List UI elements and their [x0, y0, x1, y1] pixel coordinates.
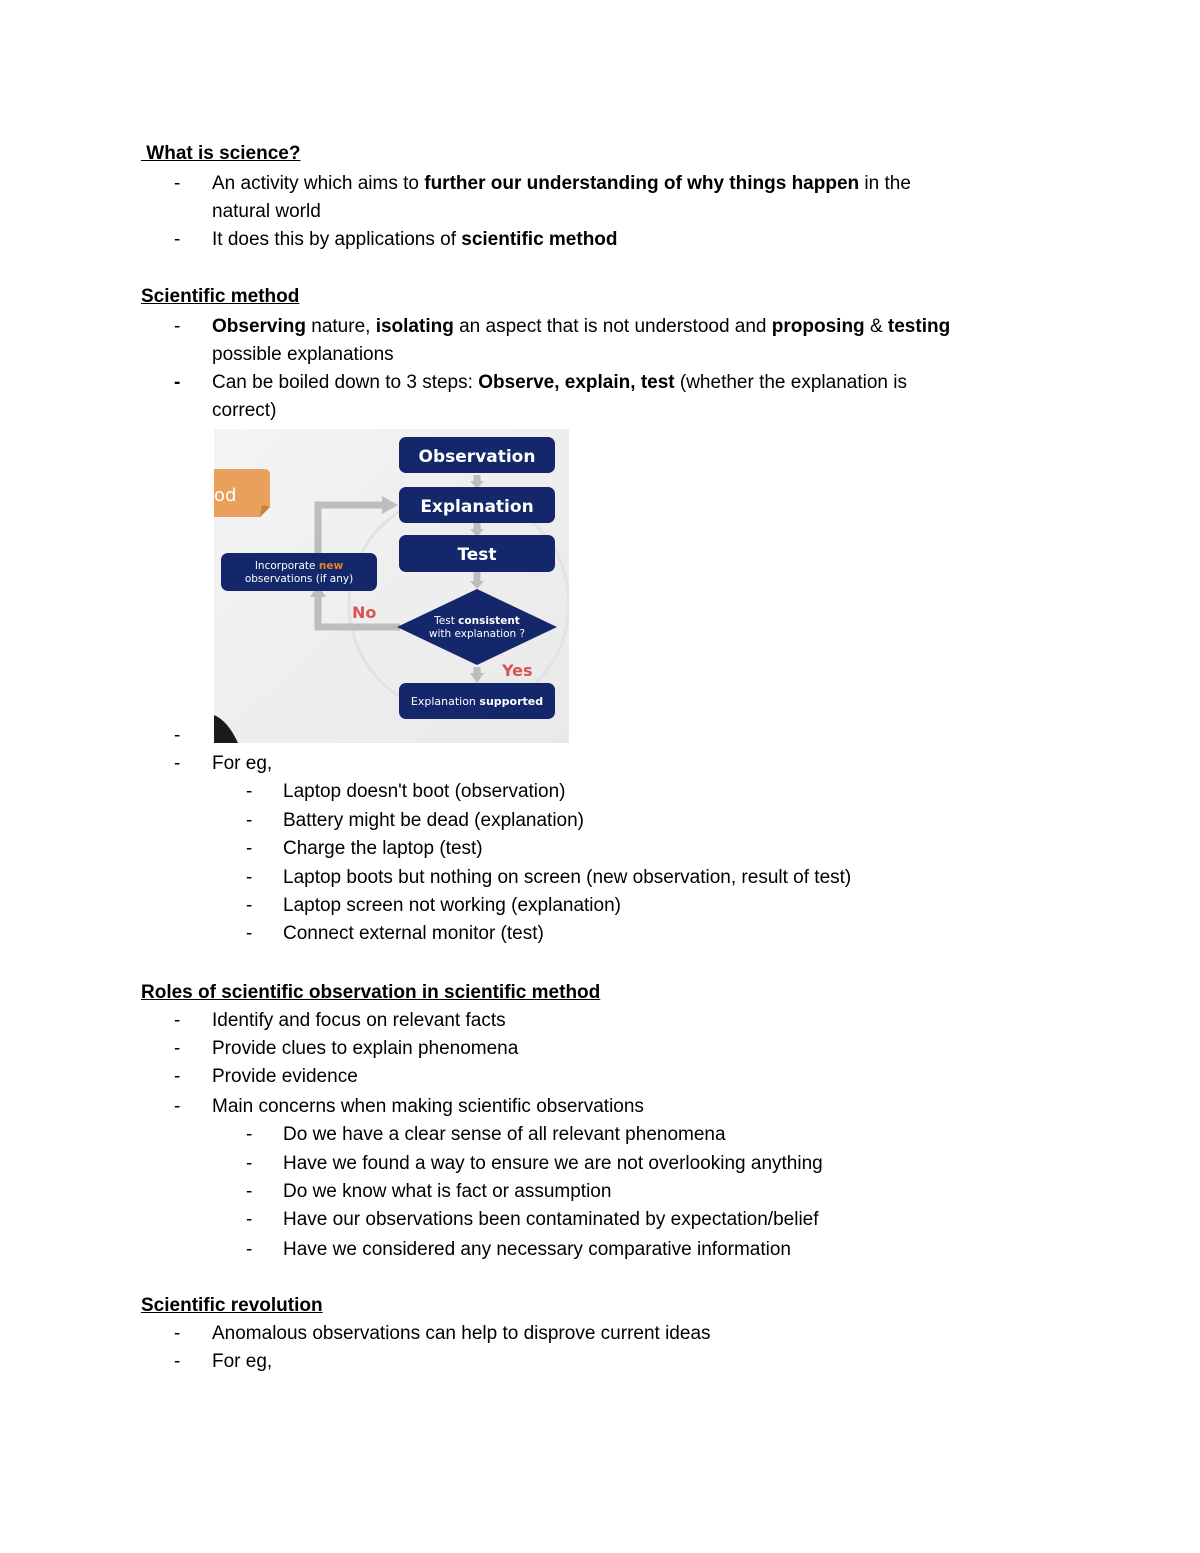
sub-bullet-dash: -: [246, 1239, 253, 1260]
item-text: nature,: [305, 316, 376, 337]
bullet-dash: -: [174, 1010, 181, 1031]
list-item: Identify and focus on relevant facts: [212, 1010, 506, 1031]
bullet-dash: -: [174, 725, 181, 746]
bullet-dash: -: [174, 1323, 181, 1344]
list-item: For eg,: [212, 1351, 273, 1372]
decision-bold-text: consistent: [458, 615, 520, 627]
item-text: (whether the explanation is: [674, 372, 907, 393]
incorporate-new-text: new: [318, 560, 344, 572]
sub-bullet-dash: -: [246, 1153, 253, 1174]
item-text: Can be boiled down to 3 steps:: [212, 372, 479, 393]
list-item: [212, 313, 950, 341]
incorporate-label-line1: [255, 560, 344, 572]
heading-what-is-science: What is science?: [141, 143, 301, 164]
supported-label: [411, 695, 543, 708]
item-text: &: [864, 316, 888, 337]
test-label: Test: [457, 545, 497, 565]
bullet-dash: -: [174, 229, 181, 250]
sub-bullet-dash: -: [246, 867, 253, 888]
decision-text: Test: [434, 615, 459, 627]
item-bold-text: Observing: [212, 316, 306, 337]
sub-list-item: Have our observations been contaminated by expectation/belief: [283, 1209, 819, 1230]
item-text: It does this by applications of: [212, 229, 462, 250]
supported-text: Explanation: [410, 695, 480, 708]
bullet-dash: -: [174, 173, 181, 194]
sub-list-item: Battery might be dead (explanation): [283, 810, 585, 831]
item-bold-text: scientific method: [461, 229, 618, 250]
item-bold-text: testing: [887, 316, 951, 337]
bullet-dash: -: [174, 1096, 181, 1117]
incorporate-box: [221, 553, 377, 591]
list-item: For eg,: [212, 753, 273, 774]
sub-list-item: Charge the laptop (test): [283, 838, 483, 859]
scientific-method-flowchart: [214, 429, 569, 743]
observation-label: Observation: [418, 447, 536, 467]
sub-list-item: Laptop boots but nothing on screen (new observation, result of test): [283, 867, 852, 888]
sub-bullet-dash: -: [246, 1209, 253, 1230]
item-text: in the: [859, 173, 911, 194]
list-item: Provide clues to explain phenomena: [212, 1038, 519, 1059]
sub-bullet-dash: -: [246, 810, 253, 831]
sub-bullet-dash: -: [246, 1181, 253, 1202]
item-bold-text: Observe, explain, test: [478, 372, 675, 393]
heading-scientific-revolution: Scientific revolution: [141, 1295, 323, 1316]
list-item: [212, 226, 618, 254]
list-item: [212, 170, 911, 198]
bullet-dash: -: [174, 1351, 181, 1372]
list-item-continuation: natural world: [212, 201, 321, 222]
bullet-dash: -: [174, 1066, 181, 1087]
sub-bullet-dash: -: [246, 781, 253, 802]
sub-list-item: Have we considered any necessary comparative information: [283, 1239, 791, 1260]
list-item: [212, 369, 907, 397]
decision-label-line1: [433, 615, 520, 627]
item-text: an aspect that is not understood and: [453, 316, 772, 337]
bullet-dash: -: [174, 372, 181, 393]
no-label: No: [352, 603, 377, 622]
sub-bullet-dash: -: [246, 923, 253, 944]
sub-list-item: Laptop screen not working (explanation): [283, 895, 621, 916]
supported-bold-text: supported: [479, 695, 544, 708]
heading-roles-of-observation: Roles of scientific observation in scientific method: [141, 982, 601, 1003]
incorporate-label-line2: observations (if any): [244, 573, 354, 585]
item-text: An activity which aims to: [212, 173, 425, 194]
sub-bullet-dash: -: [246, 1124, 253, 1145]
item-bold-text: proposing: [771, 316, 865, 337]
heading-scientific-method: Scientific method: [141, 286, 300, 307]
list-item: Main concerns when making scientific observations: [212, 1096, 644, 1117]
explanation-label: Explanation: [420, 497, 534, 517]
sub-bullet-dash: -: [246, 838, 253, 859]
sub-bullet-dash: -: [246, 895, 253, 916]
sub-list-item: Laptop doesn't boot (observation): [283, 781, 566, 802]
incorporate-text: Incorporate: [254, 560, 319, 572]
decision-label-line2: with explanation ?: [428, 628, 526, 640]
bullet-dash: -: [174, 316, 181, 337]
list-item-continuation: correct): [212, 400, 277, 421]
sub-list-item: Do we know what is fact or assumption: [283, 1181, 612, 1202]
item-bold-text: isolating: [375, 316, 454, 337]
list-item-continuation: possible explanations: [212, 344, 394, 365]
bullet-dash: -: [174, 753, 181, 774]
sub-list-item: Do we have a clear sense of all relevant phenomena: [283, 1124, 726, 1145]
sub-list-item: Connect external monitor (test): [283, 923, 544, 944]
list-item: Provide evidence: [212, 1066, 358, 1087]
item-bold-text: further our understanding of why things happen: [424, 173, 860, 194]
sub-list-item: Have we found a way to ensure we are not overlooking anything: [283, 1153, 823, 1174]
bullet-dash: -: [174, 1038, 181, 1059]
yes-label: Yes: [502, 661, 533, 680]
sticky-note-label: od: [214, 485, 237, 506]
list-item: Anomalous observations can help to disprove current ideas: [212, 1323, 711, 1344]
